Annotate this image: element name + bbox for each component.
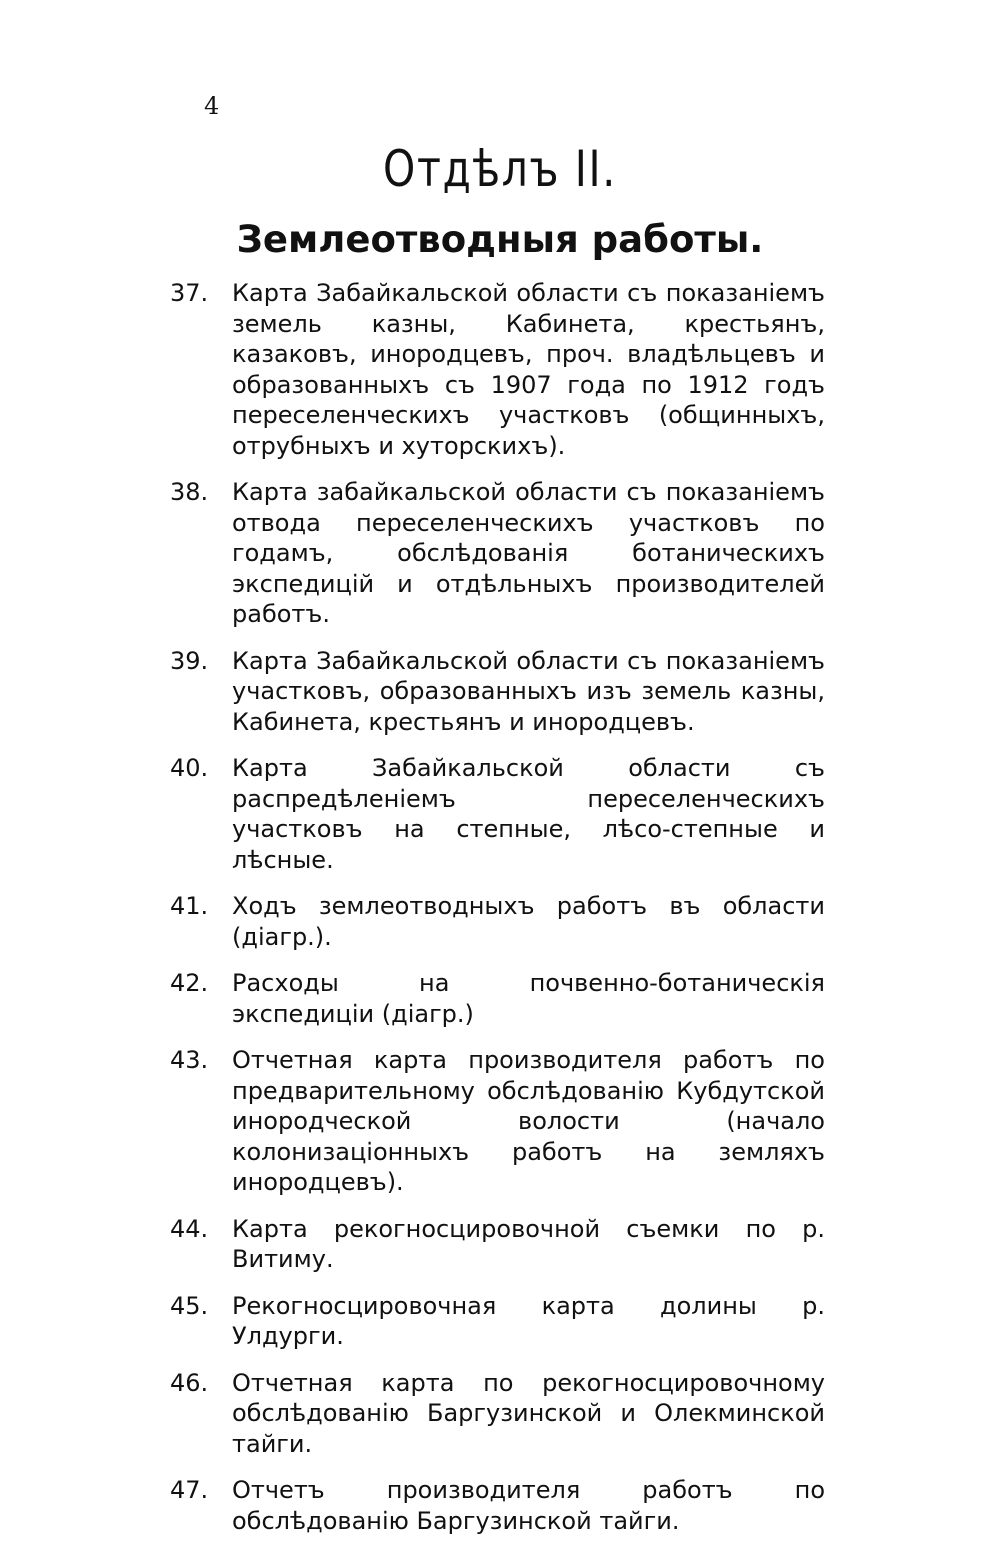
entry-text: Отчетъ производителя работъ по обслѣдованію Баргузинской тайги.	[232, 1476, 825, 1535]
entry-number: 46.	[170, 1368, 209, 1397]
entry-text: Карта Забайкальской области съ показаніемъ участковъ, образованныхъ изъ земель казны, Кабинета, крестьянъ и инородцевъ.	[232, 646, 825, 736]
entry-text: Рекогносцировочная карта долины р. Улдурги.	[232, 1291, 825, 1350]
page-number: 4	[204, 92, 220, 120]
entry-text: Ходъ землеотводныхъ работъ въ области (діагр.).	[232, 892, 825, 951]
entry-number: 41.	[170, 892, 209, 920]
entry-text: Карта Забайкальской области съ показаніемъ земель казны, Кабинета, крестьянъ, казаковъ, инородцевъ, проч. владѣльцевъ и образованныхъ съ 1907 года по 1912 годъ переселенческихъ участковъ (общинныхъ, отрубныхъ и хуторскихъ).	[232, 279, 825, 460]
entry-text: Карта рекогносцировочной съемки по р. Витиму.	[232, 1214, 825, 1273]
entry-40	[170, 753, 825, 875]
entry-number: 44.	[170, 1214, 209, 1243]
entry-43	[170, 1045, 825, 1198]
entry-number: 47.	[170, 1476, 209, 1504]
section-title: Отдѣлъ II.	[383, 140, 617, 198]
entry-number: 37.	[170, 279, 209, 307]
entry-number: 45.	[170, 1291, 209, 1320]
entry-number: 42.	[170, 969, 209, 997]
entry-44	[170, 1214, 825, 1275]
entry-47	[170, 1475, 825, 1536]
entry-number: 43.	[170, 1046, 209, 1074]
entry-46	[170, 1368, 825, 1460]
entry-list	[170, 278, 825, 1552]
entry-text: Отчетная карта по рекогносцировочному обслѣдованію Баргузинской и Олекминской тайги.	[232, 1368, 825, 1458]
entry-number: 38.	[170, 478, 209, 506]
entry-text: Расходы на почвенно-ботаническія экспедиціи (діагр.)	[232, 969, 825, 1028]
entry-42	[170, 968, 825, 1029]
entry-39	[170, 646, 825, 738]
entry-number: 39.	[170, 646, 209, 675]
entry-text: Карта Забайкальской области съ распредѣленіемъ переселенческихъ участковъ на степные, лѣсо-степные и лѣсные.	[232, 754, 825, 874]
entry-45	[170, 1291, 825, 1352]
section-subtitle: Землеотводныя работы.	[236, 218, 764, 261]
entry-text: Отчетная карта производителя работъ по предварительному обслѣдованію Кубдутской инородческой волости (начало колонизаціонныхъ работъ на земляхъ инородцевъ).	[232, 1046, 825, 1196]
entry-number: 40.	[170, 754, 209, 782]
entry-37	[170, 278, 825, 461]
entry-38	[170, 477, 825, 630]
entry-text: Карта забайкальской области съ показаніемъ отвода переселенческихъ участковъ по годамъ, обслѣдованія ботаническихъ экспедицій и отдѣльныхъ производителей работъ.	[232, 478, 825, 628]
entry-41	[170, 891, 825, 952]
